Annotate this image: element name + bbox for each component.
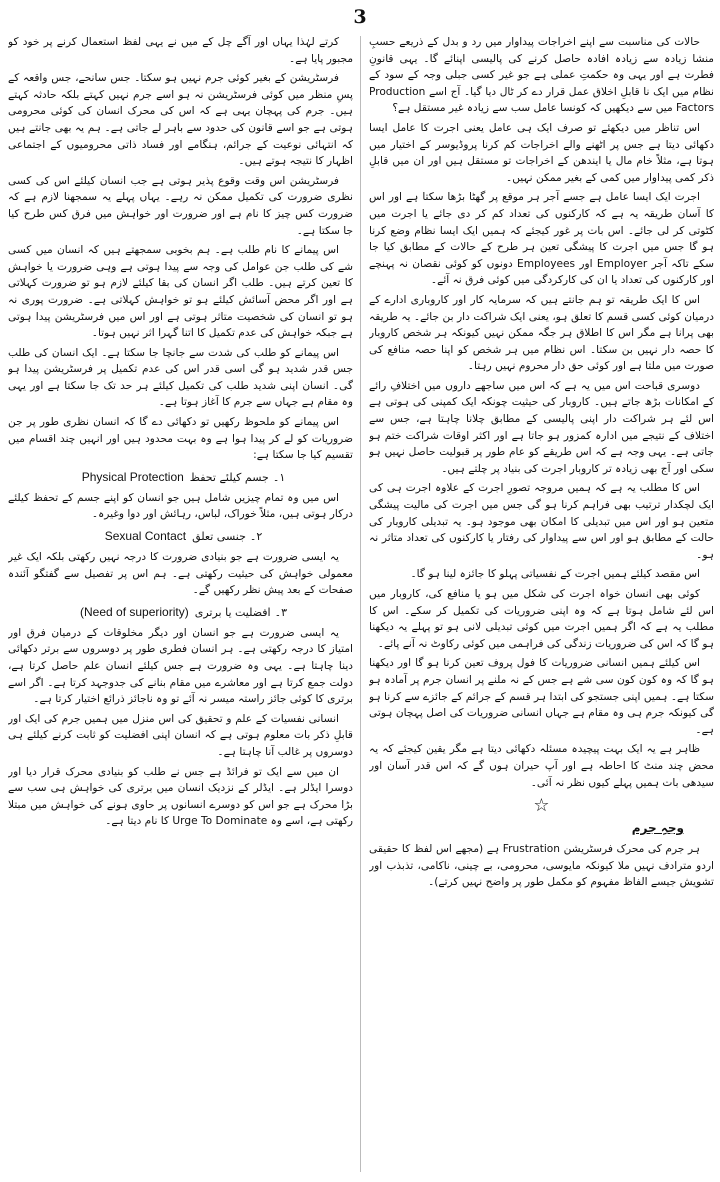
column-divider [360,36,361,1172]
paragraph: یہ ایسی ضرورت ہے جو انسان اور دیگر مخلوقات کے درمیان فرق اور امتیاز کا درجہ رکھتی ہے۔ ہر انسان فطری طور پر دوسروں سے برتر دکھائی دینا چاہتا ہے۔ یہی وہ ضرورت ہے جس کیلئے انسان علم حاصل کرتا ہے، دولت جمع کرتا ہے اور معاشرے میں مقام بنانے کی جدوجہد کرتا ہے۔ اگر اسے برتری کا کوئی جائز راستہ میسر نہ آئے تو وہ ناجائز ذرائع اختیار کرتا ہے۔ [8,626,353,706]
paragraph: اس پیمانے کا نام طلب ہے۔ ہم بخوبی سمجھتے ہیں کہ انسان میں کسی شے کی طلب جن عوامل کی وجہ سے پیدا ہوتی ہے وہی ضرورت یا خواہش کا تعین کرتے ہیں۔ طلب اگر انسان کی بقا کیلئے لازم ہو تو ضرورت کہلاتی ہے اور اگر محض آسائش کیلئے ہو تو خواہش کہلاتی ہے۔ ضرورت پوری نہ ہو تو انسان کی شخصیت متاثر ہوتی ہے اور اس میں فرسٹریشن پیدا ہوتی ہے جبکہ خواہش کی عدم تکمیل کا اتنا گہرا اثر نہیں ہوتا۔ [8,244,353,340]
paragraph: اس تناظر میں دیکھئے تو صرف ایک ہی عامل یعنی اجرت کا عامل ایسا دکھائی دیتا ہے جس پر اٹھنے والے اخراجات کم کرنا پروڈیوسر کے اختیار میں ہوتا ہے، مثلاً خام مال یا ایندھن کے اخراجات تو مستقل ہیں اور ان میں قابلِ ذکر کمی پیداوار میں کمی کے بغیر ممکن نہیں۔ [369,121,714,184]
need-english-label: Sexual Contact [104,529,187,544]
need-label: جنسی تعلق [192,530,246,544]
paragraph: اجرت ایک ایسا عامل ہے جسے آجر ہر موقع پر گھٹا بڑھا سکتا ہے اور اس کا آسان طریقہ یہ ہے کہ کارکنوں کی تعداد کم کر دی جائے یا اجرت میں کٹوتی کر لی جائے۔ اس بات پر غور کیجئے کہ ہمیں ایک ایسا نظام وضع کرنا ہو گا جس میں اجرت کا پیشگی تعین ہر طرح کے حالات کے مطابق کیا جا سکے تاکہ آجر Employer اور Employees دونوں کو کوئی نقصان نہ پہنچے اور کارکنوں کی تعداد یا ان کی کارکردگی میں کوئی فرق نہ آئے۔ [369,191,714,287]
need-number: ۲۔ [249,530,263,544]
paragraph: اس کیلئے ہمیں انسانی ضروریات کا فول پروف تعین کرنا ہو گا اور دیکھنا ہو گا کہ وہ کون کون سی شے ہے جس کے نہ ملنے پر انسان جرم پر آمادہ ہو سکتا ہے۔ ہمیں اپنی جستجو کی ابتدا ہر قسم کے جرائم کے جائزے سے کرنا ہو گی کیونکہ جرم ہی وہ مقام ہے جہاں انسانی ضروریات کی اصل پہچان ہوتی ہے۔ [369,657,714,736]
need-heading-sexual [8,527,353,546]
left-column [8,34,353,1174]
paragraph: یہ ایسی ضرورت ہے جو بنیادی ضرورت کا درجہ نہیں رکھتی بلکہ ایک غیر معمولی خواہش کی حیثیت رکھتی ہے۔ ہم اس پر تفصیل سے گفتگو آئندہ صفحات کے بعد پیش نظر رکھیں گے۔ [8,551,353,597]
paragraph: اس میں وہ تمام چیزیں شامل ہیں جو انسان کو اپنے جسم کے تحفظ کیلئے درکار ہوتی ہیں، مثلاً خوراک، لباس، رہائش اور دوا وغیرہ۔ [8,491,353,521]
need-heading-physical [8,468,353,487]
need-english-label: Physical Protection [81,469,184,484]
paragraph: اس مقصد کیلئے ہمیں اجرت کے نفسیاتی پہلو کا جائزہ لینا ہو گا۔ [410,568,700,581]
paragraph: ظاہر ہے یہ ایک بہت پیچیدہ مسئلہ دکھائی دیتا ہے مگر یقین کیجئے کہ یہ محض چند منٹ کا احاطہ ہے اور آپ حیران ہوں گے کہ اس قدر آسان اور سیدھی بات ہمیں پہلے کیوں نظر نہ آئی۔ [369,743,714,789]
section-title: وجہِ جرم [631,821,684,836]
paragraph: اس پیمانے کو ملحوظ رکھیں تو دکھائی دے گا کہ انسان نظری طور پر جن ضروریات کو لے کر پیدا ہوا ہے وہ بہت محدود ہیں اور انہیں چند اقسام میں تقسیم کیا جا سکتا ہے: [8,416,353,462]
paragraph: ہر جرم کی محرک فرسٹریشن Frustration ہے (مجھے اس لفظ کا حقیقی اردو مترادف نہیں ملا کیونکہ مایوسی، محرومی، بے چینی، ناکامی، تذبذب اور تشویش جیسے الفاظ مفہوم کو مکمل طور پر واضح نہیں کرتے)۔ [369,843,714,889]
paragraph: اس پیمانے کو طلب کی شدت سے جانچا جا سکتا ہے۔ ایک انسان کی طلب جس قدر شدید ہو گی اسی قدر اس کی عدم تکمیل پر فرسٹریشن پیدا ہو گی۔ انسان اپنی شدید طلب کی تکمیل کیلئے ہر حد تک جا سکتا ہے اور یہی وہ مقام ہے جہاں سے جرم کا آغاز ہوتا ہے۔ [8,346,353,409]
need-label: جسم کیلئے تحفظ [189,470,269,484]
need-number: ۳۔ [274,605,287,619]
star-separator-icon: ☆ [533,795,550,817]
need-label: افضلیت یا برتری [194,605,271,619]
need-number: ۱۔ [272,470,286,484]
paragraph: فرسٹریشن اس وقت وقوع پذیر ہوتی ہے جب انسان کیلئے اس کی کسی نظری ضرورت کی تکمیل ممکن نہ رہے۔ یہاں پہلے یہ سمجھنا لازم ہے کہ ضرورت کس چیز کا نام ہے اور ضرورت اور خواہش میں فرق کس طرح کیا جا سکتا ہے۔ [8,174,353,237]
need-heading-superiority [8,603,353,622]
paragraph: اس کا مطلب یہ ہے کہ ہمیں مروجہ تصورِ اجرت کے علاوہ اجرت ہی کی ایک لچکدار ترتیب بھی فراہم کرنا ہو گی جس میں اجرت کی مالیت پیشگی متعین ہو اور اس میں تبدیلی کا امکان بھی موجود ہو۔ یہ تبدیلی کاروبار کی حالت کے مطابق ہو اور اس سے پیداوار کی رفتار یا کارکنوں کی تعداد متاثر نہ ہو۔ [369,482,714,561]
paragraph: اس کا ایک طریقہ تو ہم جانتے ہیں کہ سرمایہ کار اور کاروباری ادارے کے درمیان کوئی کسی قسم کا تعلق ہو، یعنی ایک شراکت دار بن جائے۔ یہ طریقہ بھی پرانا ہے مگر اس کا اطلاق ہر جگہ ممکن نہیں کیونکہ ہر شخص کاروبار کا حصہ دار نہیں بن سکتا۔ اس نظام میں ہر شخص کو اپنا حصہ منافع کی صورت میں ملتا ہے اور کوئی حق دار محروم نہیں رہتا۔ [369,293,714,373]
page-number: 3 [353,6,367,28]
paragraph: فرسٹریشن کے بغیر کوئی جرم نہیں ہو سکتا۔ جس سانحے، جس واقعہ کے پسِ منظر میں کوئی فرسٹریشن نہ ہو اسے جرم نہیں کہتے بلکہ حادثہ کہتے ہیں۔ جرم کی پہچان یہی ہے کہ اس کی محرک انسان کی کوئی محرومی ہوتی ہے جو اسے قانون کی حدود سے باہر لے جاتی ہے۔ ہم یہ بھی جانتے ہیں کہ انتہائی نوعیت کے جرائم، ہنگامے اور فساد ذاتی محرومیوں کے اجتماعی اظہار کا نتیجہ ہوتے ہیں۔ [8,72,353,168]
right-column [369,34,714,1174]
paragraph: انسانی نفسیات کے علم و تحقیق کی اس منزل میں ہمیں جرم کی ایک اور قابلِ ذکر بات معلوم ہوتی ہے کہ انسان اپنی افضلیت کو ثابت کرنے کیلئے ہی دوسروں پر غالب آنا چاہتا ہے۔ [8,712,353,758]
paragraph: دوسری قباحت اس میں یہ ہے کہ اس میں ساجھے داروں میں اختلافِ رائے کے امکانات بڑھ جاتے ہیں۔ کاروبار کی حیثیت چونکہ ایک کمپنی کی ہوتی ہے اس لئے ہر شراکت دار اپنی پالیسی کے مطابق چلانا چاہتا ہے، جس سے اختلاف کے نتیجے میں ادارہ کمزور ہو جاتا ہے اور اکثر اوقات شراکت ختم ہو جاتی ہے۔ یہی وجہ ہے کہ اس طریقے کو عام طور پر قبولیت حاصل نہیں ہو سکی اور آج بھی زیادہ تر کاروبار اجرت کی بنیاد پر چلتے ہیں۔ [369,379,714,475]
paragraph: ان میں سے ایک تو فرائڈ ہے جس نے طلب کو بنیادی محرک قرار دیا اور دوسرا ایڈلر ہے۔ ایڈلر کے نزدیک انسان میں برتری کی خواہش ہی سب سے بڑا محرک ہے جو اس کو دوسرے انسانوں پر حاوی ہونے کی خواہش میں مبتلا رکھتی ہے، اسے وہ Urge To Dominate کا نام دیتا ہے۔ [8,765,353,828]
paragraph: حالات کی مناسبت سے اپنے اخراجات پیداوار میں رد و بدل کے ذریعے حسبِ منشا زیادہ سے زیادہ افادہ حاصل کرنے کی پالیسی اپنائے گا۔ یہی قانونِ فطرت ہے اور یہی وہ حکمتِ عملی ہے جو غیر کسی جبلی وجہ کے سود کے نظام میں ایک نا قابلِ اخلاق عمل قرار دے کر ٹال دیا گیا۔ آج اسے Production Factors میں سے دیکھیں کہ کونسا عامل سب سے زیادہ غیر مستقل ہے؟ [369,36,714,115]
need-english-label: (Need of superiority) [80,604,189,619]
paragraph: کوئی بھی انسان خواہ اجرت کی شکل میں ہو یا منافع کی، کاروبار میں اس لئے شامل ہوتا ہے کہ وہ اپنی ضروریات کی تکمیل کر سکے۔ اس کا مطلب یہ ہے کہ اگر ہمیں اجرت میں کوئی تبدیلی لانی ہو تو پہلے یہ دیکھنا ہو گا کہ اس کی ضروریات زندگی کی فراہمی میں کوئی رکاوٹ نہ آنے پائے۔ [369,588,714,650]
paragraph: کرتے لہٰذا یہاں اور آگے چل کے میں نے یہی لفظ استعمال کرنے پر خود کو مجبور پایا ہے۔ [8,36,353,65]
